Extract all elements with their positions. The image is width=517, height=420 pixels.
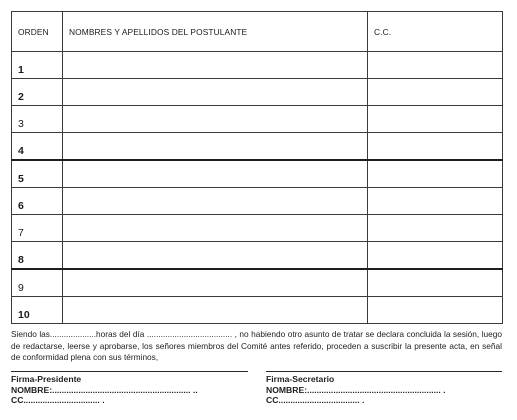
cc-cell [368, 215, 503, 242]
header-cc: C.C. [368, 12, 503, 52]
postulants-table [11, 11, 503, 324]
name-cell [63, 297, 368, 324]
president-role-label: Firma-Presidente [11, 374, 82, 384]
table-row [12, 79, 503, 106]
secretary-signature-block [266, 371, 502, 406]
table-row [12, 215, 503, 242]
postulants-table-container [11, 11, 502, 324]
name-cell [63, 242, 368, 270]
cc-cell [368, 52, 503, 79]
cc-cell [368, 297, 503, 324]
president-cc-line: CC................................ . [11, 395, 105, 405]
secretary-cc-line: CC.................................. . [266, 395, 365, 405]
name-cell [63, 52, 368, 79]
signature-line [11, 371, 248, 372]
president-name-line: NOMBRE:.......................................................... .. [11, 384, 198, 395]
name-cell [63, 133, 368, 161]
row-number: 10 [12, 297, 63, 324]
table-row [12, 269, 503, 297]
row-number: 1 [12, 52, 63, 79]
cc-cell [368, 133, 503, 161]
closing-paragraph: Siendo las....................horas del día ..................................... , no habiendo otro asunto de tratar se declara concluida la sesión, luego de redactarse, leerse y aprobarse, los señores miembros del Comité antes referido, proceden a suscribir la presente acta, en señal de conformidad plena con sus términos, [11, 329, 502, 363]
header-nombres: NOMBRES Y APELLIDOS DEL POSTULANTE [63, 12, 368, 52]
table-row [12, 188, 503, 215]
table-row [12, 106, 503, 133]
row-number: 4 [12, 133, 63, 161]
name-cell [63, 269, 368, 297]
signature-line [266, 371, 502, 372]
cc-cell [368, 79, 503, 106]
cc-cell [368, 242, 503, 270]
name-cell [63, 79, 368, 106]
row-number: 3 [12, 106, 63, 133]
table-row [12, 160, 503, 188]
name-cell [63, 188, 368, 215]
row-number: 6 [12, 188, 63, 215]
table-row [12, 52, 503, 79]
row-number: 8 [12, 242, 63, 270]
cc-cell [368, 188, 503, 215]
cc-cell [368, 160, 503, 188]
secretary-name-line: NOMBRE:........................................................ . [266, 384, 446, 395]
secretary-role-label: Firma-Secretario [266, 374, 335, 384]
row-number: 5 [12, 160, 63, 188]
row-number: 9 [12, 269, 63, 297]
header-orden: ORDEN [12, 12, 63, 52]
name-cell [63, 160, 368, 188]
table-row [12, 133, 503, 161]
president-signature-block [11, 371, 248, 406]
table-row [12, 297, 503, 324]
row-number: 7 [12, 215, 63, 242]
table-header-row [12, 12, 503, 52]
name-cell [63, 215, 368, 242]
cc-cell [368, 269, 503, 297]
table-row [12, 242, 503, 270]
name-cell [63, 106, 368, 133]
cc-cell [368, 106, 503, 133]
row-number: 2 [12, 79, 63, 106]
